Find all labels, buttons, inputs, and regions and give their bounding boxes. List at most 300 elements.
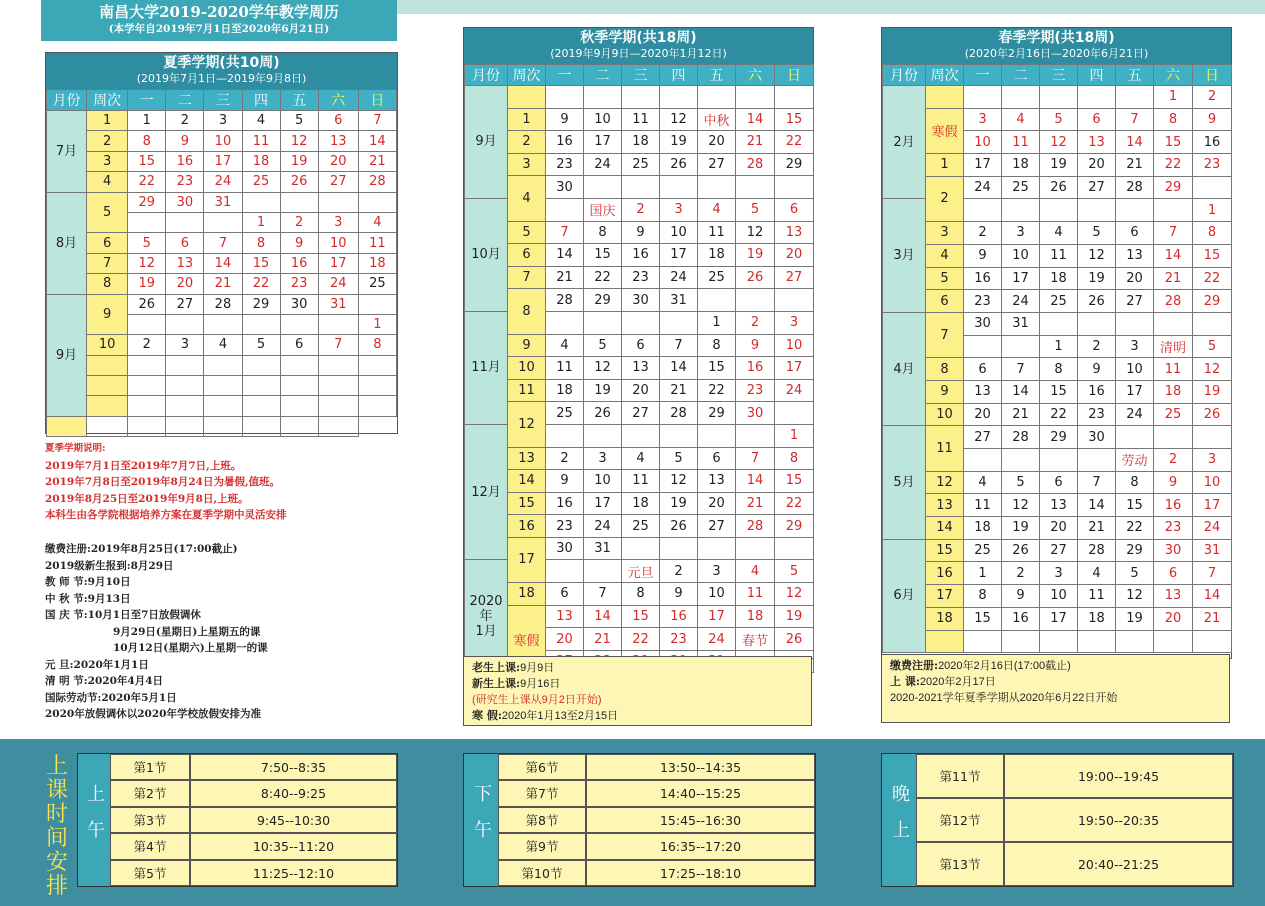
note-label: 老生上课:	[472, 661, 521, 674]
day-cell	[166, 355, 204, 375]
day-cell: 7	[358, 111, 396, 131]
week-row	[883, 312, 1232, 335]
day-cell	[1078, 449, 1116, 472]
day-cell: 21	[1154, 267, 1193, 290]
week-number: 3	[508, 153, 546, 176]
week-number: 7	[926, 312, 964, 357]
day-cell: 23	[280, 274, 318, 294]
day-cell: 4	[1078, 562, 1116, 585]
day-cell	[128, 396, 166, 416]
period-name: 第10节	[498, 860, 586, 886]
day-cell: 5	[660, 447, 698, 470]
day-cell: 30	[1078, 426, 1116, 449]
week-number: 4	[926, 244, 964, 267]
day-cell: 29	[242, 294, 280, 314]
day-cell: 19	[1002, 517, 1040, 540]
day-cell: 17	[964, 154, 1002, 177]
day-cell: 9	[622, 221, 660, 244]
day-cell: 15	[128, 151, 166, 171]
day-cell: 12	[1040, 131, 1078, 154]
day-cell: 20	[1078, 154, 1116, 177]
day-cell: 10	[584, 108, 622, 131]
day-cell: 8	[775, 447, 814, 470]
day-cell: 21	[584, 628, 622, 651]
day-cell	[242, 376, 280, 396]
day-cell: 16	[1193, 131, 1232, 154]
week-number: 16	[508, 515, 546, 538]
week-row	[465, 583, 814, 606]
weekday-header: 六	[1154, 65, 1193, 86]
day-cell: 11	[622, 470, 660, 493]
day-cell	[1116, 312, 1154, 335]
day-cell	[280, 396, 318, 416]
month-label: 4月	[883, 312, 926, 425]
day-cell: 23	[622, 266, 660, 289]
day-cell	[660, 176, 698, 199]
day-cell: 29	[1154, 176, 1193, 199]
day-cell: 12	[775, 583, 814, 606]
day-cell: 13	[1116, 244, 1154, 267]
day-cell	[736, 86, 775, 109]
holiday-note-line: 清 明 节:2020年4月4日	[45, 675, 164, 687]
spring-grid	[882, 64, 1232, 653]
week-row	[883, 562, 1232, 585]
day-cell: 11	[1002, 131, 1040, 154]
weekday-header: 二	[1002, 65, 1040, 86]
day-cell	[964, 86, 1002, 109]
day-cell: 26	[660, 153, 698, 176]
day-cell	[964, 199, 1002, 222]
day-cell	[1116, 199, 1154, 222]
week-number: 4	[87, 172, 128, 192]
week-number: 9	[87, 294, 128, 335]
day-cell	[87, 416, 128, 436]
day-cell: 6	[1078, 108, 1116, 131]
weekday-header: 月份	[883, 65, 926, 86]
day-cell	[1078, 312, 1116, 335]
week-row	[47, 416, 397, 436]
day-cell: 9	[736, 334, 775, 357]
week-row	[465, 266, 814, 289]
day-cell: 17	[204, 151, 242, 171]
day-cell	[280, 355, 318, 375]
day-cell: 16	[622, 244, 660, 267]
week-number: 6	[508, 244, 546, 267]
page-title: 南昌大学2019-2020学年教学周历	[99, 3, 339, 21]
week-row	[47, 396, 397, 416]
week-row	[465, 221, 814, 244]
day-cell: 11	[242, 131, 280, 151]
day-cell: 30	[1154, 539, 1193, 562]
day-cell: 8	[622, 583, 660, 606]
period-name: 第11节	[916, 754, 1004, 798]
period-time: 9:45--10:30	[190, 807, 397, 833]
day-cell: 12	[1193, 358, 1232, 381]
month-label: 8月	[47, 192, 87, 294]
day-cell	[1078, 199, 1116, 222]
holiday-notes	[45, 541, 390, 723]
week-row	[47, 192, 397, 212]
day-cell	[1193, 312, 1232, 335]
summer-calendar	[45, 52, 398, 434]
period-name: 第5节	[110, 860, 190, 886]
day-cell: 8	[128, 131, 166, 151]
day-cell: 12	[128, 253, 166, 273]
weekday-header: 四	[242, 90, 280, 111]
day-cell: 14	[736, 470, 775, 493]
day-cell: 27	[166, 294, 204, 314]
day-cell	[546, 424, 584, 447]
day-cell	[622, 537, 660, 560]
day-cell: 4	[964, 471, 1002, 494]
day-cell: 6	[1116, 222, 1154, 245]
week-number	[87, 376, 128, 396]
day-cell: 2	[660, 560, 698, 583]
day-cell: 2	[1002, 562, 1040, 585]
day-cell: 25	[622, 153, 660, 176]
summer-note-line: 2019年8月25日至2019年9月8日,上班。	[45, 492, 249, 505]
week-number: 2	[926, 176, 964, 221]
day-cell	[584, 311, 622, 334]
holiday-note-line: 国 庆 节:10月1日至7日放假调休	[45, 609, 201, 621]
week-number: 4	[508, 176, 546, 221]
day-cell	[546, 86, 584, 109]
semester-note-line	[890, 674, 1221, 690]
day-cell	[280, 416, 318, 436]
day-cell	[128, 416, 166, 436]
day-cell: 16	[736, 357, 775, 380]
weekday-header-row	[883, 65, 1232, 86]
weekday-header: 三	[204, 90, 242, 111]
day-cell: 30	[622, 289, 660, 312]
weekday-header: 一	[964, 65, 1002, 86]
autumn-grid	[464, 64, 814, 673]
day-cell: 21	[1002, 403, 1040, 426]
day-cell: 5	[1040, 108, 1078, 131]
period-time: 19:00--19:45	[1004, 754, 1233, 798]
day-cell: 8	[1116, 471, 1154, 494]
week-number: 10	[508, 357, 546, 380]
day-cell: 16	[964, 267, 1002, 290]
week-row	[465, 470, 814, 493]
summer-note-line: 本科生由各学院根据培养方案在夏季学期中灵活安排	[45, 509, 287, 521]
day-cell: 3	[698, 560, 736, 583]
day-cell: 25	[1154, 403, 1193, 426]
day-cell: 18	[1040, 267, 1078, 290]
week-number: 15	[926, 539, 964, 562]
week-number: 11	[508, 379, 546, 402]
day-cell: 7	[584, 583, 622, 606]
day-cell	[318, 192, 358, 212]
week-row	[883, 403, 1232, 426]
day-cell: 3	[204, 111, 242, 131]
day-cell	[1040, 312, 1078, 335]
day-cell: 19	[1116, 607, 1154, 630]
week-number: 12	[508, 402, 546, 447]
period-name: 第4节	[110, 833, 190, 859]
day-cell: 25	[698, 266, 736, 289]
week-number	[87, 396, 128, 416]
day-cell	[1002, 335, 1040, 358]
day-cell: 1	[1193, 199, 1232, 222]
week-number: 3	[87, 151, 128, 171]
week-number: 1	[87, 111, 128, 131]
day-cell: 20	[622, 379, 660, 402]
day-cell	[128, 376, 166, 396]
day-cell: 16	[1154, 494, 1193, 517]
day-cell: 24	[964, 176, 1002, 199]
day-cell: 4	[242, 111, 280, 131]
weekday-header: 四	[660, 65, 698, 86]
week-number: 13	[508, 447, 546, 470]
week-number: 2	[508, 131, 546, 154]
day-cell: 5	[1193, 335, 1232, 358]
week-number: 10	[926, 403, 964, 426]
day-cell	[1002, 86, 1040, 109]
day-cell: 31	[1002, 312, 1040, 335]
day-cell: 14	[660, 357, 698, 380]
day-cell: 15	[775, 470, 814, 493]
day-cell	[242, 416, 280, 436]
day-cell: 14	[546, 244, 584, 267]
week-number: 9	[508, 334, 546, 357]
day-cell: 11	[1040, 244, 1078, 267]
day-cell: 22	[1193, 267, 1232, 290]
day-cell	[204, 416, 242, 436]
day-cell: 30	[546, 176, 584, 199]
day-cell	[775, 86, 814, 109]
day-cell: 8	[1193, 222, 1232, 245]
period-time: 19:50--20:35	[1004, 798, 1233, 842]
week-number: 9	[926, 380, 964, 403]
day-cell: 23	[964, 290, 1002, 313]
day-cell: 8	[242, 233, 280, 253]
semester-note-line	[472, 692, 803, 708]
day-cell: 27	[964, 426, 1002, 449]
day-cell	[318, 416, 358, 436]
day-cell	[546, 311, 584, 334]
day-cell	[1078, 630, 1116, 653]
weekday-header: 三	[1040, 65, 1078, 86]
day-cell: 16	[1002, 607, 1040, 630]
week-number	[926, 86, 964, 109]
week-number: 14	[508, 470, 546, 493]
day-cell: 10	[698, 583, 736, 606]
day-cell: 6	[622, 334, 660, 357]
holiday-note-line: 元 旦:2020年1月1日	[45, 658, 149, 671]
day-cell	[166, 212, 204, 232]
day-cell	[698, 289, 736, 312]
week-row	[883, 108, 1232, 131]
day-cell	[318, 314, 358, 334]
day-cell: 3	[1040, 562, 1078, 585]
week-row	[465, 515, 814, 538]
day-cell: 7	[204, 233, 242, 253]
week-row	[465, 379, 814, 402]
summer-note-line: 2019年7月1日至2019年7月7日,上班。	[45, 459, 242, 472]
day-cell: 劳动	[1116, 449, 1154, 472]
day-cell: 16	[280, 253, 318, 273]
day-cell: 23	[546, 515, 584, 538]
day-cell: 14	[1078, 494, 1116, 517]
week-row	[883, 494, 1232, 517]
week-row	[465, 86, 814, 109]
week-row	[47, 294, 397, 314]
day-cell: 9	[546, 470, 584, 493]
day-cell: 11	[964, 494, 1002, 517]
week-number: 8	[87, 274, 128, 294]
day-cell: 10	[964, 131, 1002, 154]
day-cell: 18	[698, 244, 736, 267]
week-row	[47, 111, 397, 131]
day-cell	[204, 396, 242, 416]
week-number: 3	[926, 222, 964, 245]
day-cell	[128, 314, 166, 334]
period-time: 10:35--11:20	[190, 833, 397, 859]
week-number: 1	[508, 108, 546, 131]
week-number: 11	[926, 426, 964, 471]
day-cell: 12	[660, 108, 698, 131]
day-cell	[204, 212, 242, 232]
day-cell	[964, 335, 1002, 358]
day-cell: 20	[318, 151, 358, 171]
day-cell: 23	[736, 379, 775, 402]
day-cell: 5	[1078, 222, 1116, 245]
spring-calendar	[881, 27, 1232, 659]
day-cell: 28	[1078, 539, 1116, 562]
week-row	[883, 222, 1232, 245]
day-cell: 5	[280, 111, 318, 131]
day-cell: 27	[698, 515, 736, 538]
day-cell	[1040, 199, 1078, 222]
day-cell: 15	[242, 253, 280, 273]
day-cell	[280, 314, 318, 334]
day-cell: 30	[964, 312, 1002, 335]
week-number: 6	[926, 290, 964, 313]
day-cell: 6	[1154, 562, 1193, 585]
day-cell: 19	[775, 605, 814, 628]
week-row	[883, 607, 1232, 630]
week-row	[465, 537, 814, 560]
day-cell: 28	[546, 289, 584, 312]
day-cell: 19	[280, 151, 318, 171]
day-cell: 30	[166, 192, 204, 212]
day-cell	[698, 424, 736, 447]
weekday-header: 日	[775, 65, 814, 86]
week-row	[883, 426, 1232, 449]
day-cell	[584, 86, 622, 109]
day-cell: 6	[964, 358, 1002, 381]
day-cell: 6	[1040, 471, 1078, 494]
day-cell: 30	[546, 537, 584, 560]
day-cell: 5	[242, 335, 280, 355]
day-cell: 20	[1040, 517, 1078, 540]
note-label: 上 课:	[890, 675, 920, 688]
day-cell	[660, 424, 698, 447]
day-cell: 26	[775, 628, 814, 651]
day-cell: 20	[166, 274, 204, 294]
week-row	[883, 585, 1232, 608]
week-number: 17	[926, 585, 964, 608]
day-cell	[584, 176, 622, 199]
day-cell: 18	[358, 253, 396, 273]
day-cell: 19	[128, 274, 166, 294]
day-cell: 4	[698, 198, 736, 221]
day-cell: 12	[736, 221, 775, 244]
day-cell	[736, 537, 775, 560]
day-cell: 国庆	[584, 198, 622, 221]
day-cell: 8	[358, 335, 396, 355]
day-cell: 19	[660, 131, 698, 154]
day-cell: 4	[1040, 222, 1078, 245]
day-cell	[1154, 199, 1193, 222]
day-cell: 12	[584, 357, 622, 380]
day-cell: 21	[736, 131, 775, 154]
summer-header	[46, 53, 397, 89]
week-number: 1	[926, 154, 964, 177]
day-cell: 17	[660, 244, 698, 267]
day-cell: 29	[128, 192, 166, 212]
day-cell: 6	[166, 233, 204, 253]
day-cell: 7	[660, 334, 698, 357]
week-number: 15	[508, 492, 546, 515]
week-row	[465, 176, 814, 199]
day-cell	[358, 294, 396, 314]
day-cell: 7	[1078, 471, 1116, 494]
day-cell: 13	[964, 380, 1002, 403]
day-cell: 7	[1002, 358, 1040, 381]
day-cell: 2	[128, 335, 166, 355]
day-cell: 24	[660, 266, 698, 289]
day-cell	[242, 314, 280, 334]
note-value: 2020年2月17日	[919, 676, 996, 688]
semester-note-line	[890, 690, 1221, 706]
day-cell	[358, 376, 396, 396]
day-cell: 8	[1040, 358, 1078, 381]
week-number: 寒假	[926, 108, 964, 153]
day-cell: 9	[166, 131, 204, 151]
day-cell	[242, 396, 280, 416]
day-cell: 21	[1193, 607, 1232, 630]
day-cell: 30	[736, 402, 775, 425]
day-cell: 7	[1154, 222, 1193, 245]
day-cell: 25	[358, 274, 396, 294]
day-cell: 10	[1040, 585, 1078, 608]
day-cell	[1193, 630, 1232, 653]
week-row	[465, 402, 814, 425]
week-row	[883, 290, 1232, 313]
day-cell: 22	[128, 172, 166, 192]
weekday-header: 二	[166, 90, 204, 111]
day-cell: 清明	[1154, 335, 1193, 358]
period-time: 11:25--12:10	[190, 860, 397, 886]
day-cell: 5	[1002, 471, 1040, 494]
day-cell: 8	[698, 334, 736, 357]
week-row	[883, 176, 1232, 199]
day-cell: 25	[242, 172, 280, 192]
day-cell: 9	[1154, 471, 1193, 494]
day-cell: 15	[964, 607, 1002, 630]
day-cell: 13	[546, 605, 584, 628]
day-cell	[166, 396, 204, 416]
day-cell: 1	[1040, 335, 1078, 358]
day-cell	[318, 396, 358, 416]
weekday-header: 周次	[87, 90, 128, 111]
day-cell	[1154, 630, 1193, 653]
holiday-note-line: 10月12日(星期六)上星期一的课	[113, 642, 268, 654]
day-cell: 17	[1002, 267, 1040, 290]
day-cell: 31	[584, 537, 622, 560]
